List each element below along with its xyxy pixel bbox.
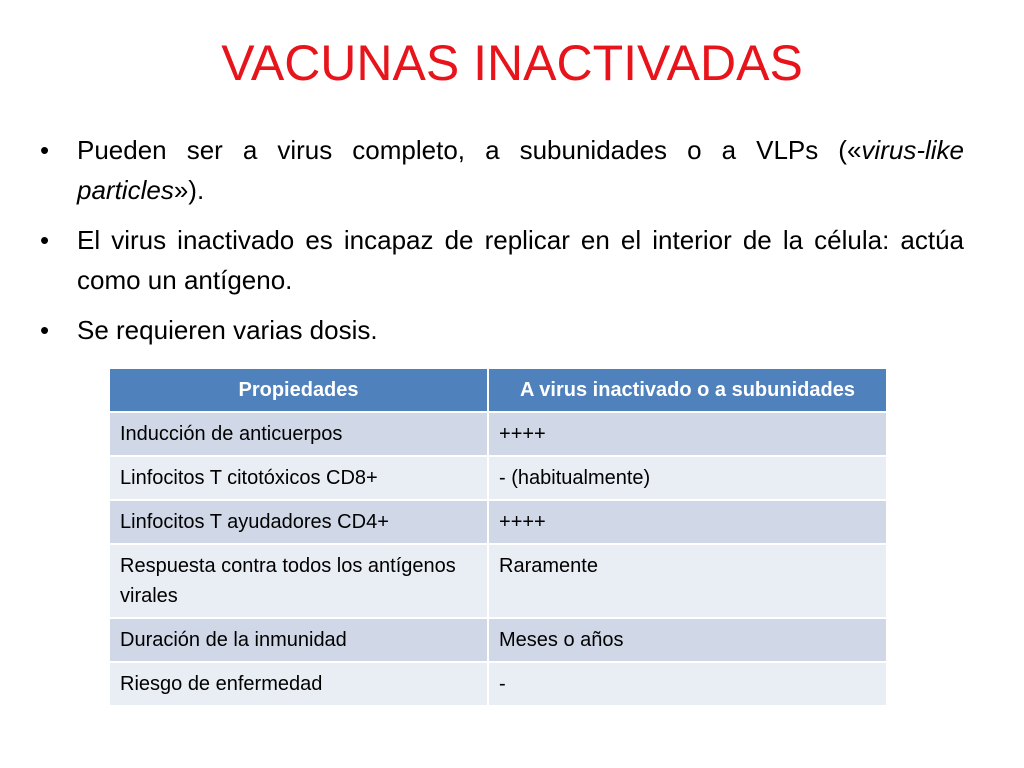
table-cell-property: Respuesta contra todos los antígenos virales <box>109 544 488 618</box>
bullet-item <box>40 220 964 300</box>
table-cell-property: Linfocitos T ayudadores CD4+ <box>109 500 488 544</box>
bullet-icon: • <box>40 315 50 345</box>
table-cell-value: Meses o años <box>488 618 887 662</box>
table-cell-property: Duración de la inmunidad <box>109 618 488 662</box>
bullet-item <box>40 130 964 210</box>
bullet-text-part: El virus inactivado es incapaz de replicar en el interior de la célula: actúa como un antígeno. <box>77 225 964 295</box>
bullet-item <box>40 310 964 350</box>
bullet-list <box>40 130 964 360</box>
bullet-icon: • <box>40 135 50 165</box>
table-row <box>109 618 887 662</box>
table-cell-value: - (habitualmente) <box>488 456 887 500</box>
table-row <box>109 456 887 500</box>
table-header-inactivated-vaccine: A virus inactivado o a subunidades <box>488 368 887 412</box>
table-header-properties: Propiedades <box>109 368 488 412</box>
table-header-row <box>109 368 887 412</box>
table-row <box>109 662 887 706</box>
properties-table <box>108 367 888 707</box>
bullet-icon: • <box>40 225 50 255</box>
bullet-text-part: Pueden ser a virus completo, a subunidades o a VLPs (« <box>77 135 862 165</box>
table-row <box>109 500 887 544</box>
table-row <box>109 412 887 456</box>
bullet-text-part: Se requieren varias dosis. <box>77 315 378 345</box>
table-cell-property: Linfocitos T citotóxicos CD8+ <box>109 456 488 500</box>
slide-title: VACUNAS INACTIVADAS <box>221 35 803 91</box>
table-row <box>109 544 887 618</box>
table-cell-property: Inducción de anticuerpos <box>109 412 488 456</box>
table-cell-property: Riesgo de enfermedad <box>109 662 488 706</box>
table-cell-value: Raramente <box>488 544 887 618</box>
bullet-text <box>77 310 964 350</box>
table-cell-value: ++++ <box>488 500 887 544</box>
table-body <box>109 412 887 706</box>
table-cell-value: - <box>488 662 887 706</box>
table-cell-value: ++++ <box>488 412 887 456</box>
bullet-text-part: »). <box>173 175 205 205</box>
bullet-text <box>77 130 964 210</box>
bullet-italic-text: virus-like particles <box>77 135 964 205</box>
bullet-text <box>77 220 964 300</box>
